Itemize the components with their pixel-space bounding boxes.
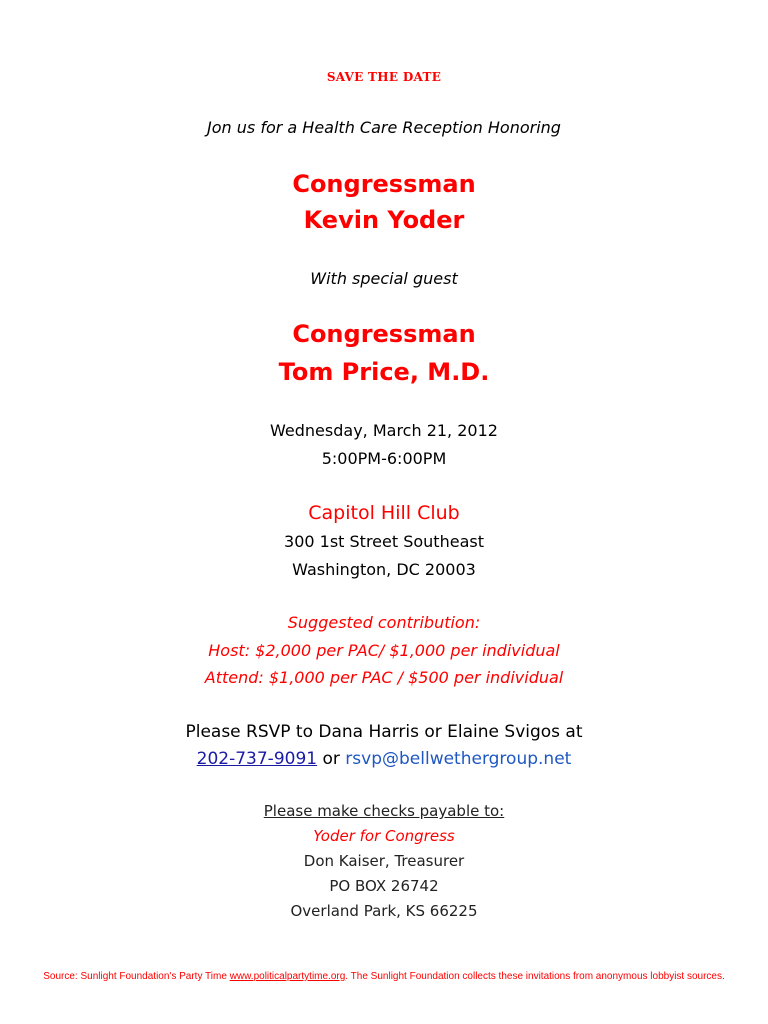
mailing-city-line: Overland Park, KS 66225 [290,902,478,920]
phone-link[interactable]: 202-737-9091 [196,749,318,769]
venue-name: Capitol Hill Club [308,502,460,524]
venue-city: Washington, DC 20003 [292,560,476,579]
treasurer-line: Don Kaiser, Treasurer [303,852,465,870]
guest-title: Congressman [292,320,476,348]
contribution-heading: Suggested contribution: [287,613,481,632]
save-the-date-heading: SAVE THE DATE [326,70,442,84]
email-link[interactable]: rsvp@bellwethergroup.net [345,749,572,769]
rsvp-text: Please RSVP to Dana Harris or Elaine Svigos at [185,722,583,742]
venue-street: 300 1st Street Southeast [284,532,484,551]
po-box-line: PO BOX 26742 [329,877,439,895]
source-link[interactable]: www.politicalpartytime.org [229,971,346,982]
contribution-host: Host: $2,000 per PAC/ $1,000 per individual [208,641,560,660]
checks-payable-label: Please make checks payable to: [263,802,505,820]
event-date: Wednesday, March 21, 2012 [270,421,498,440]
contribution-attend: Attend: $1,000 per PAC / $500 per individual [204,668,564,687]
checks-payee: Yoder for Congress [313,827,455,845]
honoree-title: Congressman [292,170,476,198]
source-suffix: . The Sunlight Foundation collects these invitations from anonymous lobbyist sources. [345,971,725,982]
honoree-name: Kevin Yoder [303,206,465,234]
event-time: 5:00PM-6:00PM [321,449,447,468]
rsvp-or: or [322,749,340,769]
intro-line: Jon us for a Health Care Reception Honoring [207,118,561,137]
rsvp-contact [0,749,768,769]
source-prefix: Source: Sunlight Foundation's Party Time [43,971,230,982]
source-footnote [0,971,768,982]
guest-name: Tom Price, M.D. [278,358,490,386]
special-guest-label: With special guest [310,269,458,288]
